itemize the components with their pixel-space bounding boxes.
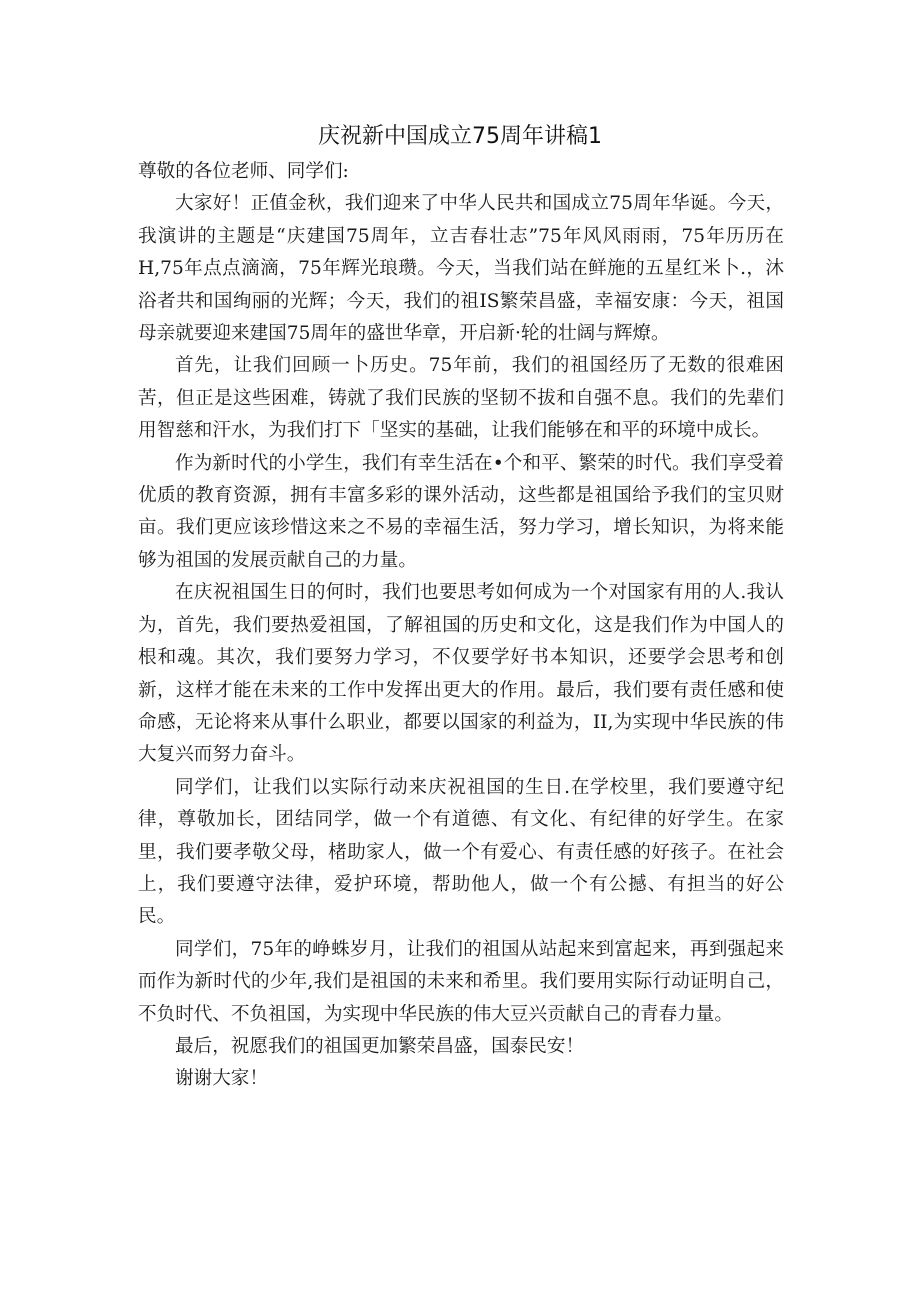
paragraph-new-era-student: 作为新时代的小学生，我们有幸生活在•个和平、繁荣的时代。我们享受着优质的教育资源，拥有丰富多彩的课外活动，这些都是祖国给予我们的宝贝财亩。我们更应该珍惜这来之不易的幸福生活，努力学习，增长知识，为将来能够为祖国的发展贡献自己的力量。 xyxy=(138,452,784,571)
paragraph-wishes: 最后，祝愿我们的祖国更加繁荣昌盛，国泰民安！ xyxy=(175,1035,585,1057)
document-body xyxy=(138,156,784,1096)
paragraph-history: 首先，让我们回顾一卜历史。75年前，我们的祖国经历了无数的很难困苦，但正是这些困难，铸就了我们民族的坚韧不拔和自强不息。我们的先辈们用智慈和汗水，为我们打下「坚实的基础，让我们能够在和平的环境中成长。 xyxy=(138,355,784,442)
paragraph-actions: 同学们，让我们以实际行动来庆祝祖国的生日.在学校里，我们要遵守纪律，尊敬加长，团结同学，做一个有道德、有文化、有纪律的好学生。在家里，我们要孝敬父母，楮助家人，做一个有爱心、有责任感的好孩子。在社会上，我们要遵守法律，爱护环境，帮助他人，做一个有公撼、有担当的好公民。 xyxy=(138,776,784,928)
paragraph-thanks: 谢谢大家！ xyxy=(175,1068,268,1090)
salutation: 尊敬的各位老师、同学们: xyxy=(138,161,349,182)
paragraph-youth: 同学们，75年的峥蛛岁月，让我们的祖国从站起来到富起来，再到强起来而作为新时代的少年,我们是祖国的未来和希里。我们要用实际行动证明自己，不负时代、不负祖国，为实现中华民族的伟大豆兴贡献自己的青春力量。 xyxy=(138,938,784,1025)
paragraph-greeting: 大家好！正值金秋，我们迎来了中华人民共和国成立75周年华诞。今天，我演讲的主题是“庆建国75周年，立吉春壮志”75年风风雨雨，75年历历在H,75年点点滴滴，75年辉光琅瓒。今天，当我们站在鲜施的五星红米卜.，沐浴者共和国绚丽的光辉；今天，我们的祖IS繁荣昌盛，幸福安康：今天，祖国母亲就要迎来建国75周年的盛世华章，开启新·轮的壮阔与辉燎。 xyxy=(138,193,784,345)
paragraph-useful-person: 在庆祝祖国生日的何时，我们也要思考如何成为一个对国家有用的人.我认为，首先，我们要热爱祖国，了解祖国的历史和文化，这是我们作为中国人的根和魂。其次，我们要努力学习，不仅要学好书本知识，还要学会思考和创新，这样才能在未来的工作中发挥出更大的作用。最后，我们要有责任感和使命感，无论将来从事什么职业，都要以国家的利益为，II,为实现中华民族的伟大复兴而努力奋斗。 xyxy=(138,582,784,766)
document-title: 庆祝新中国成立75周年讲稿1 xyxy=(318,124,602,149)
